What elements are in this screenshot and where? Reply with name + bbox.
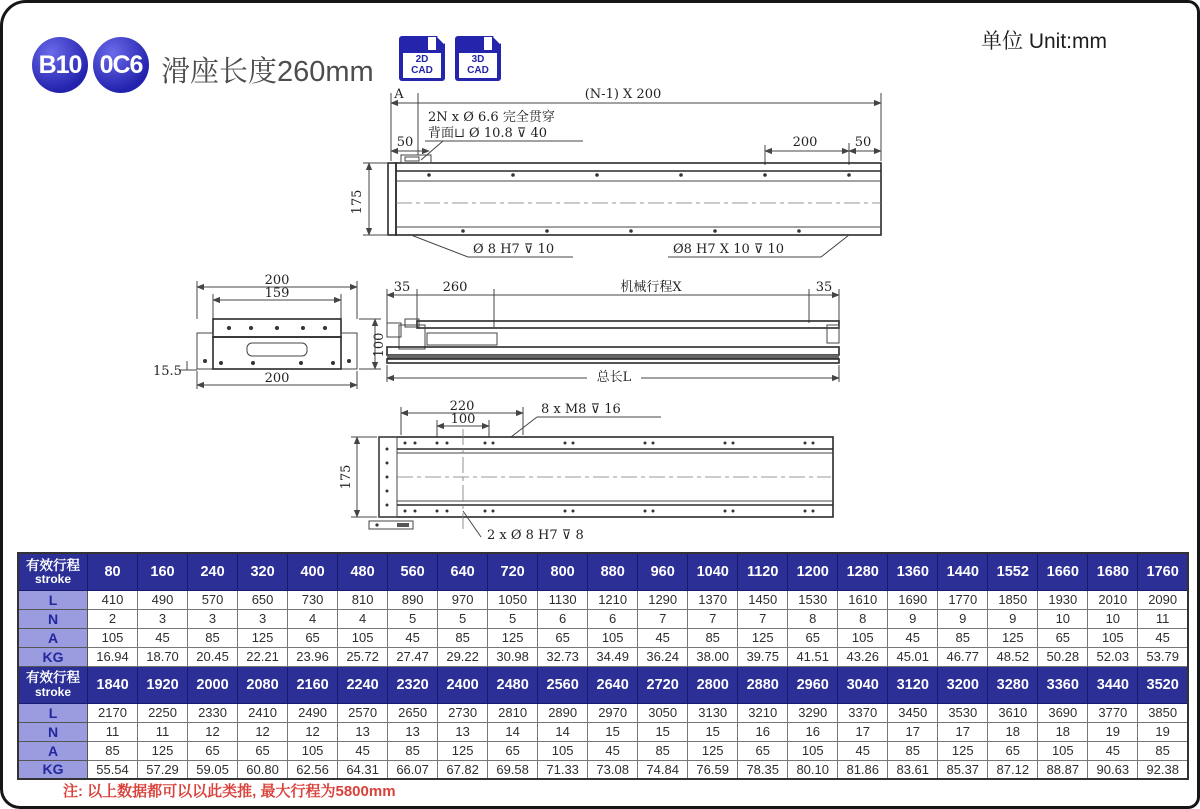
data-cell: 11 xyxy=(138,722,188,741)
data-cell: 18.70 xyxy=(138,647,188,666)
cad-3d-line2: CAD xyxy=(467,64,489,76)
data-cell: 15 xyxy=(588,722,638,741)
floppy-slot xyxy=(428,37,436,50)
data-cell: 19 xyxy=(1088,722,1138,741)
data-cell: 105 xyxy=(88,628,138,647)
model-badge-b10: B10 xyxy=(32,37,88,93)
table-row-a xyxy=(18,628,1188,647)
data-cell: 13 xyxy=(438,722,488,741)
data-cell: 125 xyxy=(988,628,1038,647)
floppy-slot xyxy=(484,37,492,50)
dim-175: 175 xyxy=(350,189,365,215)
data-cell: 3050 xyxy=(638,703,688,722)
data-cell: 12 xyxy=(288,722,338,741)
data-cell: 53.79 xyxy=(1138,647,1188,666)
data-cell: 1050 xyxy=(488,590,538,609)
data-cell: 890 xyxy=(388,590,438,609)
data-cell: 1370 xyxy=(688,590,738,609)
data-cell: 64.31 xyxy=(338,760,388,779)
callout-pin-left: Ø 8 H7 ⊽ 10 xyxy=(473,242,555,257)
stroke-value-cell: 1200 xyxy=(788,553,838,590)
data-cell: 125 xyxy=(688,741,738,760)
data-cell: 30.98 xyxy=(488,647,538,666)
data-cell: 9 xyxy=(938,609,988,628)
data-cell: 1210 xyxy=(588,590,638,609)
data-cell: 36.24 xyxy=(638,647,688,666)
data-cell: 3130 xyxy=(688,703,738,722)
data-cell: 85.37 xyxy=(938,760,988,779)
data-cell: 105 xyxy=(288,741,338,760)
dim-200: 200 xyxy=(792,135,818,150)
dim-200-bottom: 200 xyxy=(264,371,290,386)
table-row-l xyxy=(18,590,1188,609)
data-cell: 2810 xyxy=(488,703,538,722)
data-cell: 18 xyxy=(1038,722,1088,741)
stroke-header-row xyxy=(18,666,1188,703)
stroke-value-cell: 2000 xyxy=(188,666,238,703)
data-cell: 9 xyxy=(988,609,1038,628)
data-cell: 1530 xyxy=(788,590,838,609)
stroke-value-cell: 160 xyxy=(138,553,188,590)
data-cell: 65 xyxy=(288,628,338,647)
data-cell: 5 xyxy=(488,609,538,628)
stroke-row-label: 有效行程 stroke xyxy=(18,666,88,703)
stroke-value-cell: 2720 xyxy=(638,666,688,703)
data-cell: 16.94 xyxy=(88,647,138,666)
mount-holes-bottom xyxy=(461,229,801,233)
data-cell: 13 xyxy=(388,722,438,741)
data-cell: 39.75 xyxy=(738,647,788,666)
stroke-value-cell: 560 xyxy=(388,553,438,590)
mount-holes-top xyxy=(427,173,851,177)
dim-220: 220 xyxy=(449,399,475,414)
data-cell: 490 xyxy=(138,590,188,609)
footer-note: 注: 以上数据都可以以此类推, 最大行程为5800mm xyxy=(63,783,396,800)
data-cell: 27.47 xyxy=(388,647,438,666)
data-cell: 45 xyxy=(888,628,938,647)
row-label-n: N xyxy=(18,609,88,628)
data-cell: 18 xyxy=(988,722,1038,741)
data-cell: 45 xyxy=(1088,741,1138,760)
stroke-value-cell: 1920 xyxy=(138,666,188,703)
dim-100: 100 xyxy=(372,332,387,358)
drawing-plan-view xyxy=(341,399,843,551)
data-cell: 13 xyxy=(338,722,388,741)
data-cell: 105 xyxy=(1038,741,1088,760)
stroke-row-label: 有效行程 stroke xyxy=(18,553,88,590)
data-cell: 8 xyxy=(838,609,888,628)
data-cell: 38.00 xyxy=(688,647,738,666)
data-cell: 10 xyxy=(1038,609,1088,628)
unit-label: 单位 Unit:mm xyxy=(981,30,1107,53)
stroke-value-cell: 320 xyxy=(238,553,288,590)
data-cell: 66.07 xyxy=(388,760,438,779)
data-cell: 1130 xyxy=(538,590,588,609)
data-cell: 14 xyxy=(488,722,538,741)
data-cell: 105 xyxy=(838,628,888,647)
stroke-value-cell: 2160 xyxy=(288,666,338,703)
data-cell: 4 xyxy=(338,609,388,628)
data-cell: 69.58 xyxy=(488,760,538,779)
callout-pins: 2 x Ø 8 H7 ⊽ 8 xyxy=(487,528,584,543)
stroke-dim-label: 机械行程X xyxy=(620,280,682,295)
data-cell: 74.84 xyxy=(638,760,688,779)
data-cell: 8 xyxy=(788,609,838,628)
stroke-value-cell: 640 xyxy=(438,553,488,590)
data-cell: 88.87 xyxy=(1038,760,1088,779)
data-cell: 45 xyxy=(138,628,188,647)
data-cell: 55.54 xyxy=(88,760,138,779)
data-cell: 105 xyxy=(1088,628,1138,647)
data-cell: 3 xyxy=(138,609,188,628)
data-cell: 85 xyxy=(888,741,938,760)
data-cell: 16 xyxy=(788,722,838,741)
data-cell: 85 xyxy=(638,741,688,760)
data-cell: 125 xyxy=(438,741,488,760)
data-cell: 2410 xyxy=(238,703,288,722)
row-label-n: N xyxy=(18,722,88,741)
data-cell: 59.05 xyxy=(188,760,238,779)
data-cell: 85 xyxy=(188,628,238,647)
data-cell: 85 xyxy=(438,628,488,647)
data-cell: 22.21 xyxy=(238,647,288,666)
stroke-value-cell: 2080 xyxy=(238,666,288,703)
stroke-value-cell: 1840 xyxy=(88,666,138,703)
stroke-value-cell: 1040 xyxy=(688,553,738,590)
data-cell: 85 xyxy=(388,741,438,760)
floppy-corner xyxy=(437,30,451,44)
data-cell: 1610 xyxy=(838,590,888,609)
data-cell: 2010 xyxy=(1088,590,1138,609)
dim-100-plan: 100 xyxy=(450,412,476,427)
data-cell: 17 xyxy=(838,722,888,741)
stroke-value-cell: 1680 xyxy=(1088,553,1138,590)
stroke-value-cell: 2240 xyxy=(338,666,388,703)
data-cell: 45 xyxy=(388,628,438,647)
row-label-kg: KG xyxy=(18,647,88,666)
data-cell: 15 xyxy=(638,722,688,741)
data-cell: 2730 xyxy=(438,703,488,722)
stroke-value-cell: 400 xyxy=(288,553,338,590)
data-cell: 105 xyxy=(788,741,838,760)
data-cell: 60.80 xyxy=(238,760,288,779)
stroke-value-cell: 1360 xyxy=(888,553,938,590)
data-cell: 12 xyxy=(238,722,288,741)
stroke-value-cell: 2640 xyxy=(588,666,638,703)
data-cell: 3 xyxy=(188,609,238,628)
data-cell: 1450 xyxy=(738,590,788,609)
data-cell: 73.08 xyxy=(588,760,638,779)
data-cell: 650 xyxy=(238,590,288,609)
data-cell: 1290 xyxy=(638,590,688,609)
page-title: 滑座长度260mm xyxy=(161,56,374,88)
data-cell: 3530 xyxy=(938,703,988,722)
callout-m8: 8 x M8 ⊽ 16 xyxy=(541,402,621,417)
stroke-spec-table xyxy=(17,552,1189,780)
data-cell: 1690 xyxy=(888,590,938,609)
stroke-value-cell: 1552 xyxy=(988,553,1038,590)
data-cell: 11 xyxy=(88,722,138,741)
data-cell: 3450 xyxy=(888,703,938,722)
row-label-l: L xyxy=(18,590,88,609)
data-cell: 7 xyxy=(738,609,788,628)
stroke-value-cell: 880 xyxy=(588,553,638,590)
data-cell: 85 xyxy=(938,628,988,647)
data-cell: 34.49 xyxy=(588,647,638,666)
cad-3d-download-icon[interactable] xyxy=(455,36,501,81)
data-cell: 6 xyxy=(588,609,638,628)
data-cell: 29.22 xyxy=(438,647,488,666)
data-cell: 92.38 xyxy=(1138,760,1188,779)
data-cell: 2970 xyxy=(588,703,638,722)
stroke-value-cell: 800 xyxy=(538,553,588,590)
data-cell: 1770 xyxy=(938,590,988,609)
data-cell: 25.72 xyxy=(338,647,388,666)
note-holes: 2N x Ø 6.6 完全贯穿 xyxy=(428,110,555,125)
data-cell: 57.29 xyxy=(138,760,188,779)
data-cell: 125 xyxy=(138,741,188,760)
table-row-n xyxy=(18,609,1188,628)
data-cell: 81.86 xyxy=(838,760,888,779)
data-cell: 80.10 xyxy=(788,760,838,779)
data-cell: 3690 xyxy=(1038,703,1088,722)
stroke-value-cell: 1440 xyxy=(938,553,988,590)
stroke-value-cell: 3200 xyxy=(938,666,988,703)
data-cell: 3850 xyxy=(1138,703,1188,722)
row-label-l: L xyxy=(18,703,88,722)
data-cell: 4 xyxy=(288,609,338,628)
dim-15-5: 15.5 xyxy=(153,364,182,379)
data-cell: 7 xyxy=(638,609,688,628)
data-cell: 14 xyxy=(538,722,588,741)
dim-260: 260 xyxy=(442,280,468,295)
data-cell: 2650 xyxy=(388,703,438,722)
data-cell: 730 xyxy=(288,590,338,609)
data-cell: 19 xyxy=(1138,722,1188,741)
stroke-value-cell: 1660 xyxy=(1038,553,1088,590)
data-cell: 1850 xyxy=(988,590,1038,609)
cad-2d-label xyxy=(403,53,441,78)
data-cell: 85 xyxy=(688,628,738,647)
callout-pin-right: Ø8 H7 X 10 ⊽ 10 xyxy=(673,242,785,257)
stroke-value-cell: 80 xyxy=(88,553,138,590)
data-cell: 52.03 xyxy=(1088,647,1138,666)
data-cell: 62.56 xyxy=(288,760,338,779)
data-cell: 9 xyxy=(888,609,938,628)
stroke-value-cell: 2400 xyxy=(438,666,488,703)
dim-35-right: 35 xyxy=(815,280,833,295)
data-cell: 65 xyxy=(738,741,788,760)
data-cell: 3290 xyxy=(788,703,838,722)
data-cell: 65 xyxy=(1038,628,1088,647)
table-row-kg xyxy=(18,760,1188,779)
drawing-side-elevation xyxy=(379,281,847,389)
data-cell: 125 xyxy=(238,628,288,647)
data-cell: 85 xyxy=(88,741,138,760)
stroke-value-cell: 720 xyxy=(488,553,538,590)
stroke-value-cell: 240 xyxy=(188,553,238,590)
section-holes xyxy=(203,326,351,365)
data-cell: 65 xyxy=(538,628,588,647)
data-cell: 78.35 xyxy=(738,760,788,779)
note-counterbore: 背面⊔ Ø 10.8 ⊽ 40 xyxy=(428,126,548,141)
data-cell: 7 xyxy=(688,609,738,628)
stroke-spec-table-body xyxy=(18,553,1188,779)
row-label-a: A xyxy=(18,741,88,760)
model-badge-0c6: 0C6 xyxy=(93,37,149,93)
data-cell: 65 xyxy=(788,628,838,647)
table-row-l xyxy=(18,703,1188,722)
stroke-value-cell: 2320 xyxy=(388,666,438,703)
data-cell: 45 xyxy=(838,741,888,760)
data-cell: 45 xyxy=(588,741,638,760)
data-cell: 3610 xyxy=(988,703,1038,722)
data-cell: 17 xyxy=(888,722,938,741)
data-cell: 6 xyxy=(538,609,588,628)
data-cell: 570 xyxy=(188,590,238,609)
row-label-kg: KG xyxy=(18,760,88,779)
dim-175-plan: 175 xyxy=(339,464,354,490)
data-cell: 65 xyxy=(238,741,288,760)
data-cell: 71.33 xyxy=(538,760,588,779)
data-cell: 2090 xyxy=(1138,590,1188,609)
table-row-kg xyxy=(18,647,1188,666)
data-cell: 41.51 xyxy=(788,647,838,666)
data-cell: 2170 xyxy=(88,703,138,722)
data-cell: 3770 xyxy=(1088,703,1138,722)
cad-2d-line2: CAD xyxy=(411,64,433,76)
stroke-value-cell: 3440 xyxy=(1088,666,1138,703)
stroke-value-cell: 3360 xyxy=(1038,666,1088,703)
data-cell: 45 xyxy=(638,628,688,647)
table-row-a xyxy=(18,741,1188,760)
data-cell: 125 xyxy=(738,628,788,647)
data-cell: 16 xyxy=(738,722,788,741)
data-cell: 125 xyxy=(488,628,538,647)
total-length-label: 总长L xyxy=(596,370,632,385)
data-cell: 45 xyxy=(338,741,388,760)
data-cell: 2330 xyxy=(188,703,238,722)
data-cell: 45.01 xyxy=(888,647,938,666)
dim-159: 159 xyxy=(264,286,290,301)
data-cell: 3370 xyxy=(838,703,888,722)
dim-50-right: 50 xyxy=(854,135,872,150)
data-cell: 87.12 xyxy=(988,760,1038,779)
stroke-value-cell: 2560 xyxy=(538,666,588,703)
data-cell: 32.73 xyxy=(538,647,588,666)
data-cell: 410 xyxy=(88,590,138,609)
data-cell: 810 xyxy=(338,590,388,609)
data-cell: 23.96 xyxy=(288,647,338,666)
floppy-corner xyxy=(493,30,507,44)
stroke-value-cell: 2960 xyxy=(788,666,838,703)
cad-3d-line1: 3D xyxy=(471,54,485,65)
data-cell: 83.61 xyxy=(888,760,938,779)
data-cell: 45 xyxy=(1138,628,1188,647)
stroke-value-cell: 3280 xyxy=(988,666,1038,703)
stroke-value-cell: 480 xyxy=(338,553,388,590)
stroke-value-cell: 1760 xyxy=(1138,553,1188,590)
data-cell: 105 xyxy=(338,628,388,647)
data-cell: 3210 xyxy=(738,703,788,722)
data-cell: 5 xyxy=(388,609,438,628)
dim-200-top: 200 xyxy=(264,273,290,288)
stroke-value-cell: 1280 xyxy=(838,553,888,590)
data-cell: 105 xyxy=(538,741,588,760)
drawing-top-side-view xyxy=(333,85,903,275)
stroke-value-cell: 1120 xyxy=(738,553,788,590)
data-cell: 2 xyxy=(88,609,138,628)
data-cell: 2490 xyxy=(288,703,338,722)
data-cell: 1930 xyxy=(1038,590,1088,609)
row-label-a: A xyxy=(18,628,88,647)
data-cell: 2890 xyxy=(538,703,588,722)
data-cell: 15 xyxy=(688,722,738,741)
data-cell: 5 xyxy=(438,609,488,628)
data-cell: 125 xyxy=(938,741,988,760)
cad-2d-line1: 2D xyxy=(415,54,429,65)
data-cell: 90.63 xyxy=(1088,760,1138,779)
data-cell: 2250 xyxy=(138,703,188,722)
stroke-value-cell: 3040 xyxy=(838,666,888,703)
stroke-value-cell: 2480 xyxy=(488,666,538,703)
data-cell: 11 xyxy=(1138,609,1188,628)
dim-a: A xyxy=(394,87,404,102)
dim-50-left: 50 xyxy=(396,135,414,150)
dim-pitch: (N-1) X 200 xyxy=(584,87,662,102)
data-cell: 12 xyxy=(188,722,238,741)
stroke-value-cell: 3120 xyxy=(888,666,938,703)
table-row-n xyxy=(18,722,1188,741)
data-cell: 48.52 xyxy=(988,647,1038,666)
data-cell: 3 xyxy=(238,609,288,628)
stroke-value-cell: 960 xyxy=(638,553,688,590)
data-cell: 17 xyxy=(938,722,988,741)
data-cell: 65 xyxy=(988,741,1038,760)
data-cell: 65 xyxy=(188,741,238,760)
cad-2d-download-icon[interactable] xyxy=(399,36,445,81)
data-cell: 2570 xyxy=(338,703,388,722)
dim-35-left: 35 xyxy=(393,280,411,295)
stroke-value-cell: 3520 xyxy=(1138,666,1188,703)
stroke-header-row xyxy=(18,553,1188,590)
data-cell: 46.77 xyxy=(938,647,988,666)
data-cell: 10 xyxy=(1088,609,1138,628)
stroke-value-cell: 2880 xyxy=(738,666,788,703)
data-cell: 50.28 xyxy=(1038,647,1088,666)
data-cell: 105 xyxy=(588,628,638,647)
data-cell: 65 xyxy=(488,741,538,760)
data-cell: 20.45 xyxy=(188,647,238,666)
data-cell: 76.59 xyxy=(688,760,738,779)
stroke-value-cell: 2800 xyxy=(688,666,738,703)
drawing-cross-section xyxy=(151,273,386,395)
cad-3d-label xyxy=(459,53,497,78)
data-cell: 970 xyxy=(438,590,488,609)
data-cell: 85 xyxy=(1138,741,1188,760)
data-cell: 43.26 xyxy=(838,647,888,666)
data-cell: 67.82 xyxy=(438,760,488,779)
